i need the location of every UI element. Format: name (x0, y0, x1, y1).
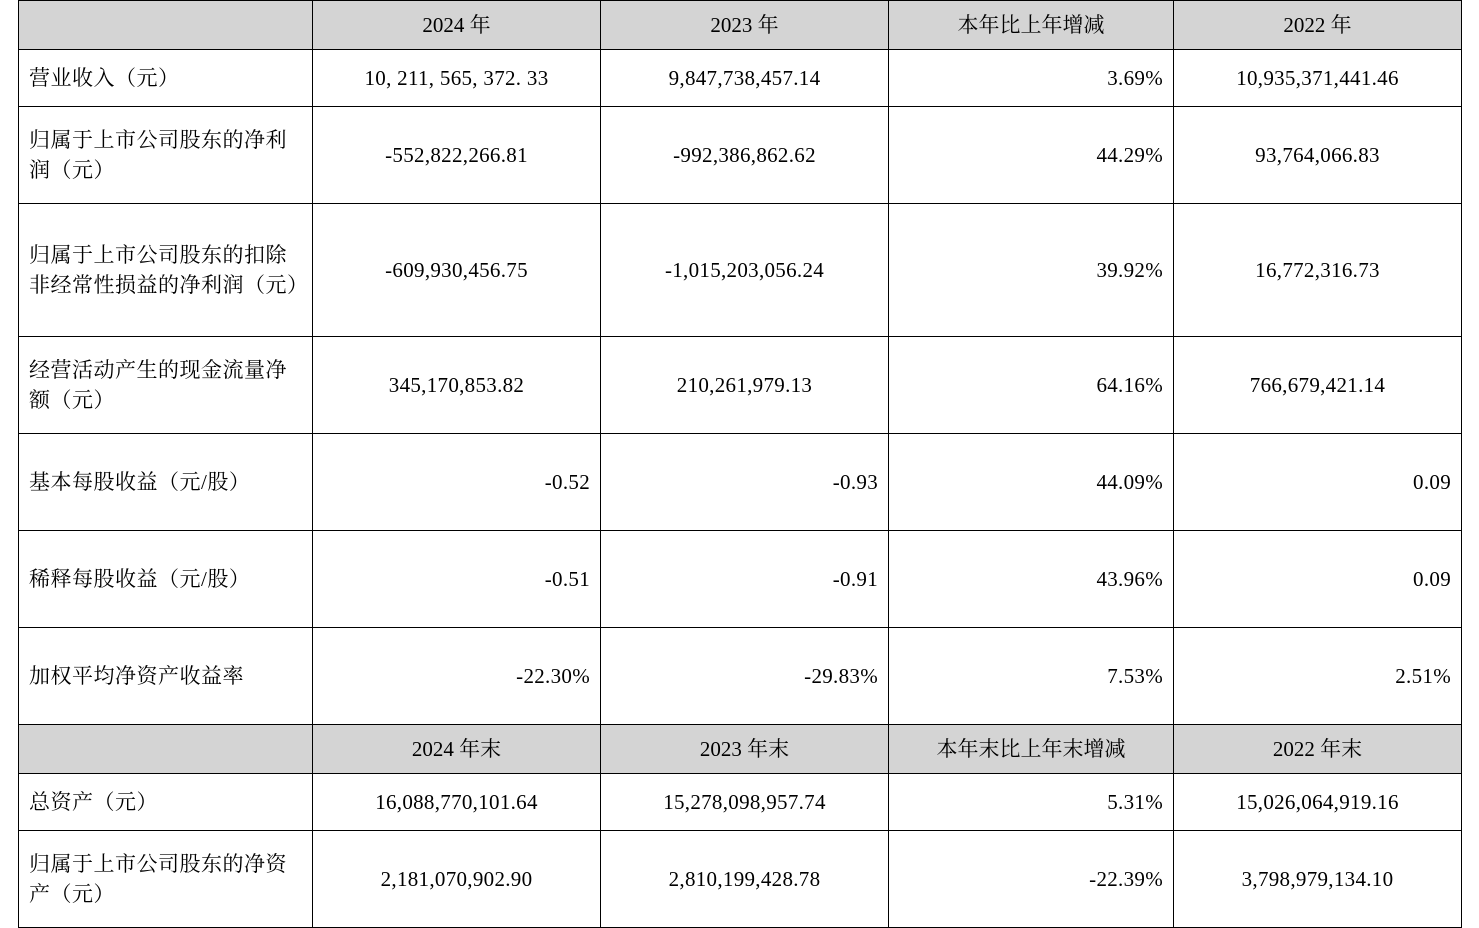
row-value-change: 43.96% (889, 531, 1174, 628)
row-value-2024: -0.51 (313, 531, 601, 628)
row-value-2023: -0.93 (601, 434, 889, 531)
header-cell-2023: 2023 年 (601, 1, 889, 50)
table-row (19, 831, 1462, 928)
row-value-2023: -0.91 (601, 531, 889, 628)
row-label: 营业收入（元） (19, 50, 313, 107)
header-cell-2024-end: 2024 年末 (313, 725, 601, 774)
table-header-row-period-end (19, 725, 1462, 774)
row-value-change-end: -22.39% (889, 831, 1174, 928)
table-row (19, 628, 1462, 725)
header-cell-2022-end: 2022 年末 (1174, 725, 1462, 774)
row-value-change: 3.69% (889, 50, 1174, 107)
row-label: 总资产（元） (19, 774, 313, 831)
row-value-2024: 345,170,853.82 (313, 337, 601, 434)
row-value-2023: 210,261,979.13 (601, 337, 889, 434)
row-label: 归属于上市公司股东的扣除非经常性损益的净利润（元） (19, 204, 313, 337)
row-value-2022: 93,764,066.83 (1174, 107, 1462, 204)
financial-summary-table (18, 0, 1462, 928)
row-value-2022: 0.09 (1174, 434, 1462, 531)
row-value-2024: -609,930,456.75 (313, 204, 601, 337)
header-cell-2023-end: 2023 年末 (601, 725, 889, 774)
row-value-2023-end: 2,810,199,428.78 (601, 831, 889, 928)
row-value-change: 44.09% (889, 434, 1174, 531)
table-row (19, 50, 1462, 107)
row-label: 归属于上市公司股东的净资产（元） (19, 831, 313, 928)
row-label: 归属于上市公司股东的净利润（元） (19, 107, 313, 204)
row-value-2024: -0.52 (313, 434, 601, 531)
row-value-2023: -1,015,203,056.24 (601, 204, 889, 337)
row-value-2023: 9,847,738,457.14 (601, 50, 889, 107)
row-value-2022: 10,935,371,441.46 (1174, 50, 1462, 107)
row-value-change: 44.29% (889, 107, 1174, 204)
row-value-2024-end: 16,088,770,101.64 (313, 774, 601, 831)
row-label: 经营活动产生的现金流量净额（元） (19, 337, 313, 434)
row-value-2024: 10, 211, 565, 372. 33 (313, 50, 601, 107)
table-row (19, 434, 1462, 531)
table-row (19, 337, 1462, 434)
table-row (19, 531, 1462, 628)
row-value-2022: 16,772,316.73 (1174, 204, 1462, 337)
row-value-2024: -22.30% (313, 628, 601, 725)
row-value-change: 39.92% (889, 204, 1174, 337)
row-value-2022-end: 3,798,979,134.10 (1174, 831, 1462, 928)
row-value-2023-end: 15,278,098,957.74 (601, 774, 889, 831)
table-row (19, 204, 1462, 337)
table-row (19, 774, 1462, 831)
row-value-2024-end: 2,181,070,902.90 (313, 831, 601, 928)
row-value-2023: -992,386,862.62 (601, 107, 889, 204)
header-cell-change-end: 本年末比上年末增减 (889, 725, 1174, 774)
header-cell-2024: 2024 年 (313, 1, 601, 50)
row-value-2024: -552,822,266.81 (313, 107, 601, 204)
row-label: 加权平均净资产收益率 (19, 628, 313, 725)
row-value-2022-end: 15,026,064,919.16 (1174, 774, 1462, 831)
table-header-row-annual (19, 1, 1462, 50)
row-value-change: 64.16% (889, 337, 1174, 434)
row-value-change-end: 5.31% (889, 774, 1174, 831)
row-value-2022: 2.51% (1174, 628, 1462, 725)
row-label: 基本每股收益（元/股） (19, 434, 313, 531)
row-label: 稀释每股收益（元/股） (19, 531, 313, 628)
header-blank-cell (19, 1, 313, 50)
row-value-2022: 766,679,421.14 (1174, 337, 1462, 434)
header-cell-change: 本年比上年增减 (889, 1, 1174, 50)
header-blank-cell (19, 725, 313, 774)
header-cell-2022: 2022 年 (1174, 1, 1462, 50)
row-value-change: 7.53% (889, 628, 1174, 725)
table-row (19, 107, 1462, 204)
row-value-2022: 0.09 (1174, 531, 1462, 628)
row-value-2023: -29.83% (601, 628, 889, 725)
